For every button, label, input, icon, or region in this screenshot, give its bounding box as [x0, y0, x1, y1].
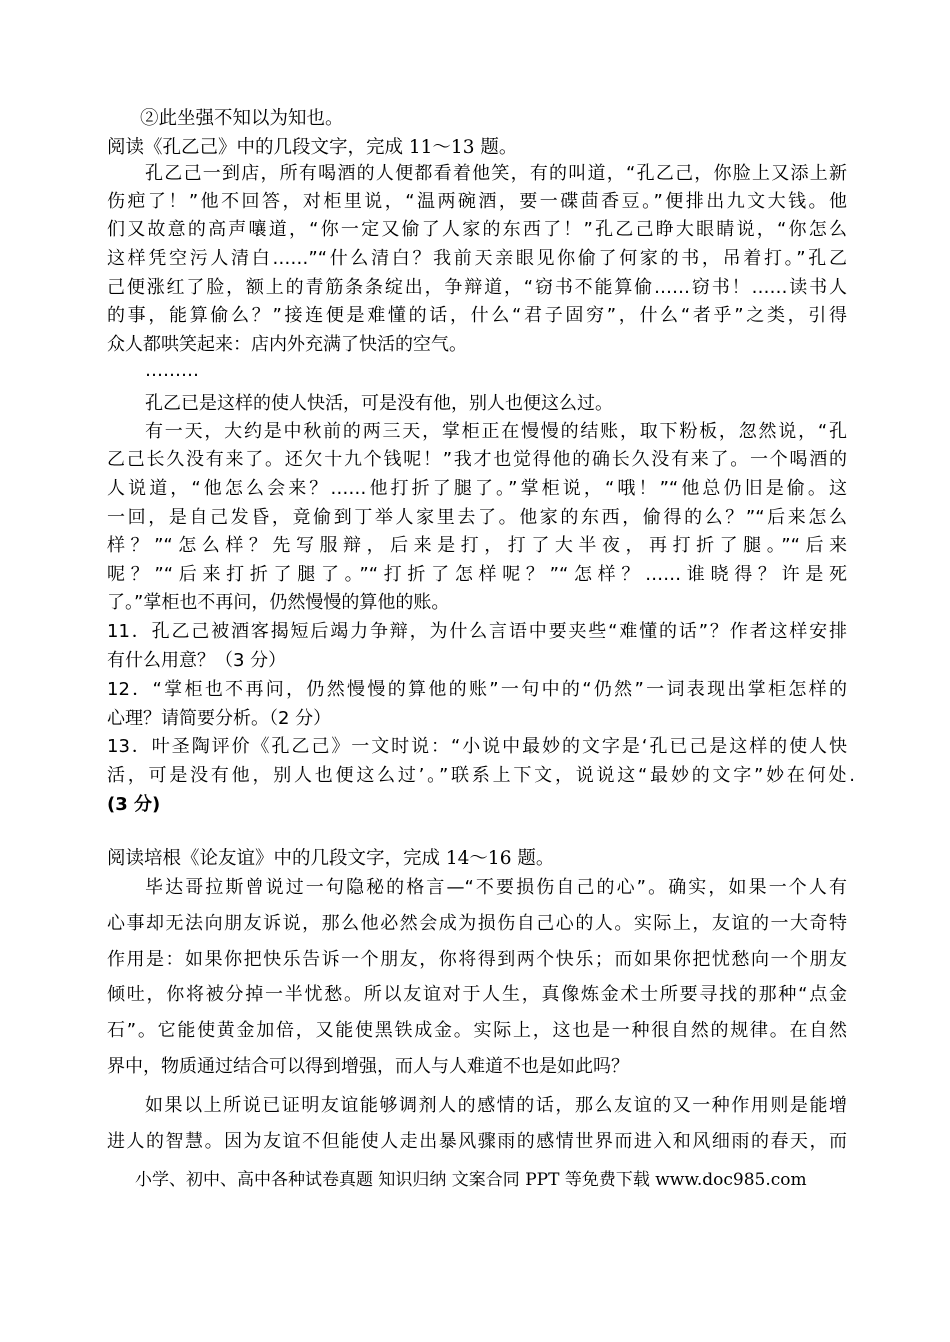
- paragraph-line: 界中，物质通过结合可以得到增强，而人与人难道不也是如此吗？: [107, 1056, 629, 1077]
- paragraph-line: 这样凭空污人清白……”“什么清白？我前天亲眼见你偷了何家的书，吊着打。”孔乙: [107, 248, 847, 269]
- question-11-cont: 有什么用意？（3 分）: [107, 650, 287, 671]
- paragraph-line: 如果以上所说已证明友谊能够调剂人的感情的话，那么友谊的又一种作用则是能增: [145, 1095, 847, 1116]
- paragraph-line: 石”。它能使黄金加倍，又能使黑铁成金。实际上，这也是一种很自然的规律。在自然: [107, 1020, 847, 1041]
- question-11: 11．孔乙己被酒客揭短后竭力争辩，为什么言语中要夹些“难懂的话”？作者这样安排: [107, 621, 847, 642]
- question-13-score: (3 分): [107, 794, 161, 815]
- paragraph-line: 的事，能算偷么？”接连便是难懂的话，什么“君子固穷”，什么“者乎”之类，引得: [107, 305, 847, 326]
- paragraph-line: 倾吐，你将被分掉一半忧愁。所以友谊对于人生，真像炼金术士所要寻找的那种“点金: [107, 984, 847, 1005]
- paragraph-line: 样？”“怎么样？先写服辩，后来是打，打了大半夜，再打折了腿。”“后来: [107, 535, 847, 556]
- paragraph-line: 己便涨红了脸，额上的青筋条条绽出，争辩道，“窃书不能算偷……窃书！……读书人: [107, 277, 847, 298]
- paragraph-line: 孔乙己一到店，所有喝酒的人便都看着他笑，有的叫道，“孔乙己，你脸上又添上新: [145, 163, 847, 184]
- ellipsis: ………: [145, 360, 199, 381]
- key-sentence: 孔乙已是这样的使人快活，可是没有他，别人也便这么过。: [145, 393, 613, 414]
- paragraph-line: 人说道，“他怎么会来？……他打折了腿了。”掌柜说，“哦！”“他总仍旧是偷。这: [107, 478, 847, 499]
- paragraph-line: 有一天，大约是中秋前的两三天，掌柜正在慢慢的结账，取下粉板，忽然说，“孔: [145, 421, 847, 442]
- question-13-cont: 活，可是没有他，别人也便这么过’。”联系上下文，说说这“最妙的文字”妙在何处.: [107, 765, 855, 786]
- paragraph-line: 们又故意的高声嚷道，“你一定又偷了人家的东西了！”孔乙己睁大眼睛说，“你怎么: [107, 219, 847, 240]
- paragraph-line: 了。”掌柜也不再问，仍然慢慢的算他的账。: [107, 592, 450, 613]
- paragraph-line: 心事却无法向朋友诉说，那么他必然会成为损伤自己心的人。实际上，友谊的一大奇特: [107, 913, 847, 934]
- paragraph-line: 众人都哄笑起来：店内外充满了快活的空气。: [107, 334, 467, 355]
- paragraph-line: 进人的智慧。因为友谊不但能使人走出暴风骤雨的感情世界而进入和风细雨的春天，而: [107, 1131, 847, 1152]
- section-instruction-friendship: 阅读培根《论友谊》中的几段文字，完成 14～16 题。: [107, 848, 555, 869]
- paragraph-line: 一回，是自己发昏，竟偷到丁举人家里去了。他家的东西，偷得的么？”“后来怎么: [107, 507, 847, 528]
- question-13: 13．叶圣陶评价《孔乙己》一文时说：“小说中最妙的文字是‘孔已己是这样的使人快: [107, 736, 847, 757]
- paragraph-line: 毕达哥拉斯曾说过一句隐秘的格言—“不要损伤自己的心”。确实，如果一个人有: [145, 877, 847, 898]
- answer-item-2: ②此坐强不知以为知也。: [140, 108, 344, 129]
- section-instruction-kongyiji: 阅读《孔乙己》中的几段文字，完成 11～13 题。: [107, 137, 518, 158]
- question-12-cont: 心理？请简要分析。（2 分）: [107, 708, 332, 729]
- paragraph-line: 呢？”“后来打折了腿了。”“打折了怎样呢？”“怎样？……谁晓得？许是死: [107, 564, 847, 585]
- paragraph-line: 作用是：如果你把快乐告诉一个朋友，你将得到两个快乐；而如果你把忧愁向一个朋友: [107, 949, 847, 970]
- paragraph-line: 伤疤了！”他不回答，对柜里说，“温两碗酒，要一碟茴香豆。”便排出九文大钱。他: [107, 191, 847, 212]
- footer-text: 小学、初中、高中各种试卷真题 知识归纳 文案合同 PPT 等免费下载 www.doc985.com: [135, 1170, 807, 1190]
- paragraph-line: 乙己长久没有来了。还欠十九个钱呢！”我才也觉得他的确长久没有来了。一个喝酒的: [107, 449, 847, 470]
- question-12: 12．“掌柜也不再问，仍然慢慢的算他的账”一句中的“仍然”一词表现出掌柜怎样的: [107, 679, 847, 700]
